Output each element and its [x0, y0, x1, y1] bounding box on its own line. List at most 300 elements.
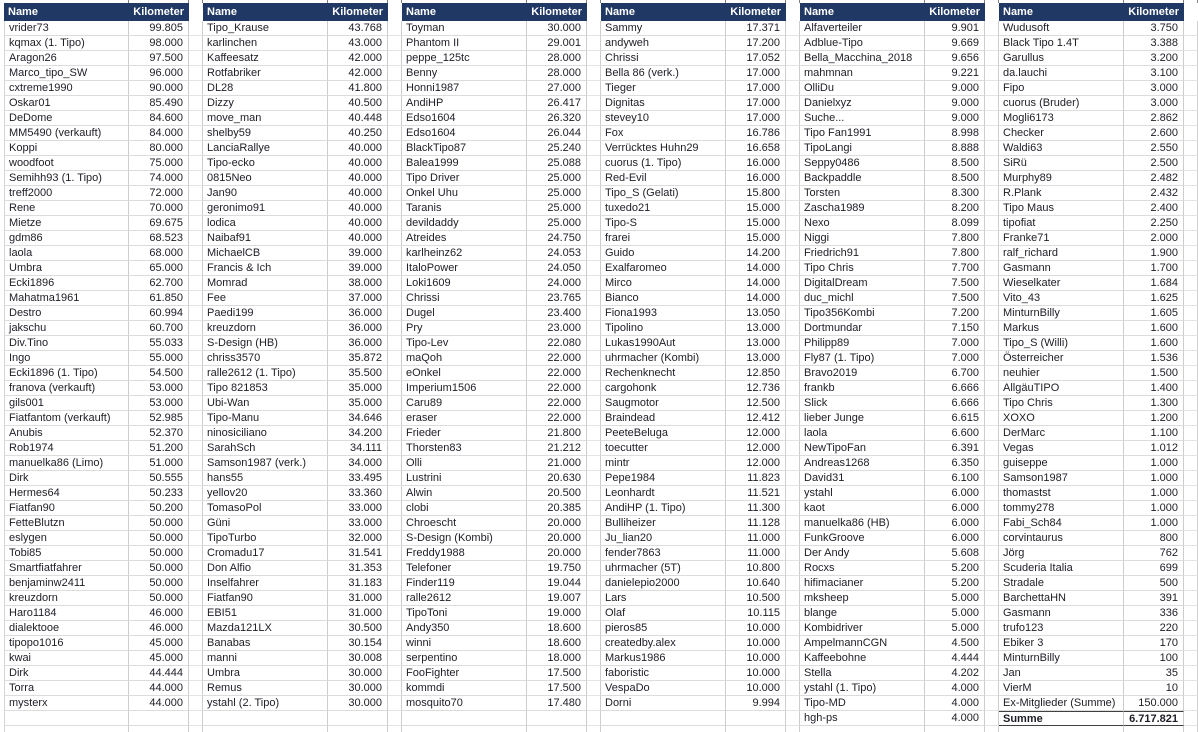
kilometer-cell[interactable]: 22.000 [527, 411, 587, 426]
name-cell[interactable]: ystahl (1. Tipo) [800, 681, 925, 696]
name-cell[interactable]: Cromadu17 [203, 546, 328, 561]
kilometer-cell[interactable]: 391 [1124, 591, 1184, 606]
name-cell[interactable]: Zascha1989 [800, 201, 925, 216]
name-cell[interactable]: Anubis [4, 426, 129, 441]
name-cell[interactable]: Guido [601, 246, 726, 261]
kilometer-cell[interactable]: 6.000 [925, 486, 985, 501]
name-cell[interactable]: toecutter [601, 441, 726, 456]
kilometer-cell[interactable]: 43.000 [328, 36, 388, 51]
kilometer-cell[interactable]: 9.000 [925, 96, 985, 111]
name-cell[interactable]: Taranis [402, 201, 527, 216]
name-cell[interactable]: Tipo 821853 [203, 381, 328, 396]
name-cell[interactable]: BarchettaHN [999, 591, 1124, 606]
kilometer-cell[interactable]: 2.862 [1124, 111, 1184, 126]
name-cell[interactable]: MM5490 (verkauft) [4, 126, 129, 141]
name-cell[interactable]: Mahatma1961 [4, 291, 129, 306]
kilometer-cell[interactable]: 24.053 [527, 246, 587, 261]
kilometer-cell[interactable]: 31.000 [328, 606, 388, 621]
name-cell[interactable]: Aragon26 [4, 51, 129, 66]
kilometer-cell[interactable]: 10.115 [726, 606, 786, 621]
name-cell[interactable]: Mazda121LX [203, 621, 328, 636]
kilometer-cell[interactable]: 53.000 [129, 396, 189, 411]
name-cell[interactable]: yellov20 [203, 486, 328, 501]
name-cell[interactable]: Onkel Uhu [402, 186, 527, 201]
kilometer-cell[interactable]: 4.444 [925, 651, 985, 666]
name-cell[interactable]: Black Tipo 1.4T [999, 36, 1124, 51]
kilometer-cell[interactable]: 50.000 [129, 531, 189, 546]
name-cell[interactable]: Sammy [601, 21, 726, 36]
kilometer-cell[interactable]: 11.300 [726, 501, 786, 516]
column-header-name[interactable]: Name [601, 3, 726, 21]
kilometer-cell[interactable]: 30.000 [328, 696, 388, 711]
name-cell[interactable]: Dortmundar [800, 321, 925, 336]
kilometer-cell[interactable]: 17.200 [726, 36, 786, 51]
kilometer-cell[interactable]: 34.000 [328, 456, 388, 471]
kilometer-cell[interactable] [726, 711, 786, 726]
kilometer-cell[interactable]: 43.768 [328, 21, 388, 36]
name-cell[interactable]: Mietze [4, 216, 129, 231]
kilometer-cell[interactable]: 10.000 [726, 681, 786, 696]
name-cell[interactable]: Loki1609 [402, 276, 527, 291]
kilometer-cell[interactable]: 15.800 [726, 186, 786, 201]
name-cell[interactable]: cargohonk [601, 381, 726, 396]
name-cell[interactable]: neuhier [999, 366, 1124, 381]
name-cell[interactable]: Bianco [601, 291, 726, 306]
kilometer-cell[interactable]: 800 [1124, 531, 1184, 546]
name-cell[interactable]: Braindead [601, 411, 726, 426]
kilometer-cell[interactable]: 12.850 [726, 366, 786, 381]
kilometer-cell[interactable]: 16.000 [726, 171, 786, 186]
kilometer-cell[interactable]: 31.000 [328, 591, 388, 606]
name-cell[interactable]: Kaffeesatz [203, 51, 328, 66]
kilometer-cell[interactable]: 21.212 [527, 441, 587, 456]
name-cell[interactable]: karlheinz62 [402, 246, 527, 261]
kilometer-cell[interactable]: 1.200 [1124, 411, 1184, 426]
name-cell[interactable]: Mogli6173 [999, 111, 1124, 126]
kilometer-cell[interactable]: 6.615 [925, 411, 985, 426]
kilometer-cell[interactable]: 33.360 [328, 486, 388, 501]
kilometer-cell[interactable]: 6.666 [925, 396, 985, 411]
kilometer-cell[interactable]: 336 [1124, 606, 1184, 621]
name-cell[interactable]: Stella [800, 666, 925, 681]
kilometer-cell[interactable]: 99.805 [129, 21, 189, 36]
name-cell[interactable]: kwai [4, 651, 129, 666]
kilometer-cell[interactable]: 7.200 [925, 306, 985, 321]
name-cell[interactable]: Tipo-Manu [203, 411, 328, 426]
kilometer-cell[interactable]: 28.000 [527, 66, 587, 81]
kilometer-cell[interactable]: 19.044 [527, 576, 587, 591]
kilometer-cell[interactable]: 40.000 [328, 201, 388, 216]
name-cell[interactable]: FunkGroove [800, 531, 925, 546]
kilometer-cell[interactable]: 34.200 [328, 426, 388, 441]
name-cell[interactable]: Torsten [800, 186, 925, 201]
kilometer-cell[interactable]: 8.888 [925, 141, 985, 156]
name-cell[interactable]: Telefoner [402, 561, 527, 576]
kilometer-cell[interactable]: 13.000 [726, 351, 786, 366]
column-header-kilometer[interactable]: Kilometer [129, 3, 189, 21]
kilometer-cell[interactable]: 15.000 [726, 201, 786, 216]
name-cell[interactable]: eraser [402, 411, 527, 426]
name-cell[interactable]: Kaffeebohne [800, 651, 925, 666]
kilometer-cell[interactable]: 32.000 [328, 531, 388, 546]
name-cell[interactable]: TipoTurbo [203, 531, 328, 546]
kilometer-cell[interactable]: 31.541 [328, 546, 388, 561]
name-cell[interactable]: Tipo Driver [402, 171, 527, 186]
kilometer-cell[interactable]: 4.000 [925, 681, 985, 696]
name-cell[interactable]: frarei [601, 231, 726, 246]
name-cell[interactable]: Bulliheizer [601, 516, 726, 531]
name-cell[interactable]: guiseppe [999, 456, 1124, 471]
name-cell[interactable]: hifimacianer [800, 576, 925, 591]
column-header-kilometer[interactable]: Kilometer [726, 3, 786, 21]
kilometer-cell[interactable]: 52.370 [129, 426, 189, 441]
name-cell[interactable]: mintr [601, 456, 726, 471]
kilometer-cell[interactable]: 31.353 [328, 561, 388, 576]
kilometer-cell[interactable]: 20.000 [527, 546, 587, 561]
name-cell[interactable]: lodica [203, 216, 328, 231]
name-cell[interactable]: Tipo-Lev [402, 336, 527, 351]
kilometer-cell[interactable]: 30.500 [328, 621, 388, 636]
kilometer-cell[interactable]: 84.000 [129, 126, 189, 141]
kilometer-cell[interactable] [129, 711, 189, 726]
name-cell[interactable]: Momrad [203, 276, 328, 291]
name-cell[interactable]: laola [4, 246, 129, 261]
name-cell[interactable]: AmpelmannCGN [800, 636, 925, 651]
kilometer-cell[interactable]: 13.050 [726, 306, 786, 321]
name-cell[interactable]: andyweh [601, 36, 726, 51]
kilometer-cell[interactable]: 6.100 [925, 471, 985, 486]
name-cell[interactable]: serpentino [402, 651, 527, 666]
column-header-kilometer[interactable]: Kilometer [925, 3, 985, 21]
name-cell[interactable]: tuxedo21 [601, 201, 726, 216]
kilometer-cell[interactable]: 3.200 [1124, 51, 1184, 66]
column-header-name[interactable]: Name [999, 3, 1124, 21]
kilometer-cell[interactable]: 6.000 [925, 516, 985, 531]
kilometer-cell[interactable]: 30.000 [328, 681, 388, 696]
name-cell[interactable]: Chroescht [402, 516, 527, 531]
kilometer-cell[interactable]: 60.994 [129, 306, 189, 321]
name-cell[interactable]: cxtreme1990 [4, 81, 129, 96]
kilometer-cell[interactable]: 90.000 [129, 81, 189, 96]
name-cell[interactable]: stevey10 [601, 111, 726, 126]
name-cell[interactable]: AndiHP [402, 96, 527, 111]
kilometer-cell[interactable]: 62.700 [129, 276, 189, 291]
name-cell[interactable]: 0815Neo [203, 171, 328, 186]
name-cell[interactable]: kaot [800, 501, 925, 516]
name-cell[interactable]: Waldi63 [999, 141, 1124, 156]
name-cell[interactable]: Olli [402, 456, 527, 471]
kilometer-cell[interactable]: 4.000 [925, 711, 985, 726]
kilometer-cell[interactable]: 12.000 [726, 456, 786, 471]
kilometer-cell[interactable]: 8.200 [925, 201, 985, 216]
kilometer-cell[interactable]: 19.750 [527, 561, 587, 576]
kilometer-cell[interactable]: 17.000 [726, 111, 786, 126]
kilometer-cell[interactable]: 1.000 [1124, 486, 1184, 501]
kilometer-cell[interactable]: 98.000 [129, 36, 189, 51]
name-cell[interactable]: ralle2612 (1. Tipo) [203, 366, 328, 381]
kilometer-cell[interactable]: 85.490 [129, 96, 189, 111]
kilometer-cell[interactable]: 7.150 [925, 321, 985, 336]
kilometer-cell[interactable]: 6.666 [925, 381, 985, 396]
kilometer-cell[interactable]: 1.300 [1124, 396, 1184, 411]
kilometer-cell[interactable]: 12.500 [726, 396, 786, 411]
name-cell[interactable]: Ubi-Wan [203, 396, 328, 411]
kilometer-cell[interactable]: 1.900 [1124, 246, 1184, 261]
name-cell[interactable]: ninosiciliano [203, 426, 328, 441]
kilometer-cell[interactable]: 36.000 [328, 306, 388, 321]
kilometer-cell[interactable]: 1.500 [1124, 366, 1184, 381]
name-cell[interactable]: faboristic [601, 666, 726, 681]
name-cell[interactable]: Torra [4, 681, 129, 696]
name-cell[interactable]: ralle2612 [402, 591, 527, 606]
name-cell[interactable]: Kombidriver [800, 621, 925, 636]
kilometer-cell[interactable]: 14.000 [726, 276, 786, 291]
kilometer-cell[interactable]: 1.000 [1124, 471, 1184, 486]
name-cell[interactable]: Bella 86 (verk.) [601, 66, 726, 81]
kilometer-cell[interactable]: 35.872 [328, 351, 388, 366]
name-cell[interactable]: fender7863 [601, 546, 726, 561]
kilometer-cell[interactable]: 25.000 [527, 216, 587, 231]
name-cell[interactable]: Stradale [999, 576, 1124, 591]
kilometer-cell[interactable]: 1.000 [1124, 516, 1184, 531]
kilometer-cell[interactable]: 33.000 [328, 501, 388, 516]
kilometer-cell[interactable]: 36.000 [328, 321, 388, 336]
name-cell[interactable]: Dirk [4, 666, 129, 681]
kilometer-cell[interactable]: 44.000 [129, 696, 189, 711]
kilometer-cell[interactable]: 40.000 [328, 186, 388, 201]
name-cell[interactable]: Fiona1993 [601, 306, 726, 321]
name-cell[interactable]: Semihh93 (1. Tipo) [4, 171, 129, 186]
name-cell[interactable]: woodfoot [4, 156, 129, 171]
kilometer-cell[interactable]: 7.000 [925, 351, 985, 366]
kilometer-cell[interactable]: 75.000 [129, 156, 189, 171]
kilometer-cell[interactable]: 8.998 [925, 126, 985, 141]
kilometer-cell[interactable]: 9.994 [726, 696, 786, 711]
kilometer-cell[interactable]: 36.000 [328, 336, 388, 351]
name-cell[interactable]: franova (verkauft) [4, 381, 129, 396]
kilometer-cell[interactable]: 4.000 [925, 696, 985, 711]
name-cell[interactable]: Umbra [4, 261, 129, 276]
name-cell[interactable]: hans55 [203, 471, 328, 486]
name-cell[interactable]: uhrmacher (5T) [601, 561, 726, 576]
name-cell[interactable]: DerMarc [999, 426, 1124, 441]
kilometer-cell[interactable]: 68.523 [129, 231, 189, 246]
name-cell[interactable]: XOXO [999, 411, 1124, 426]
kilometer-cell[interactable]: 10.000 [726, 636, 786, 651]
name-cell[interactable]: Gasmann [999, 261, 1124, 276]
name-cell[interactable]: manni [203, 651, 328, 666]
kilometer-cell[interactable]: 18.000 [527, 651, 587, 666]
kilometer-cell[interactable]: 220 [1124, 621, 1184, 636]
kilometer-cell[interactable]: 50.000 [129, 546, 189, 561]
name-cell[interactable]: kqmax (1. Tipo) [4, 36, 129, 51]
name-cell[interactable]: Thorsten83 [402, 441, 527, 456]
name-cell[interactable]: Finder119 [402, 576, 527, 591]
name-cell[interactable]: SarahSch [203, 441, 328, 456]
name-cell[interactable] [402, 711, 527, 726]
name-cell[interactable]: Saugmotor [601, 396, 726, 411]
kilometer-cell[interactable]: 3.750 [1124, 21, 1184, 36]
kilometer-cell[interactable]: 40.448 [328, 111, 388, 126]
name-cell[interactable]: tipofiat [999, 216, 1124, 231]
kilometer-cell[interactable]: 34.646 [328, 411, 388, 426]
kilometer-cell[interactable]: 3.000 [1124, 81, 1184, 96]
name-cell[interactable]: Red-Evil [601, 171, 726, 186]
kilometer-cell[interactable]: 19.007 [527, 591, 587, 606]
column-header-name[interactable]: Name [203, 3, 328, 21]
kilometer-cell[interactable]: 34.111 [328, 441, 388, 456]
name-cell[interactable]: MichaelCB [203, 246, 328, 261]
name-cell[interactable]: uhrmacher (Kombi) [601, 351, 726, 366]
kilometer-cell[interactable]: 40.000 [328, 231, 388, 246]
kilometer-cell[interactable]: 1.100 [1124, 426, 1184, 441]
name-cell[interactable]: Gasmann [999, 606, 1124, 621]
kilometer-cell[interactable]: 12.412 [726, 411, 786, 426]
name-cell[interactable]: peppe_125tc [402, 51, 527, 66]
kilometer-cell[interactable]: 50.200 [129, 501, 189, 516]
kilometer-cell[interactable]: 1.012 [1124, 441, 1184, 456]
name-cell[interactable]: Ecki1896 [4, 276, 129, 291]
name-cell[interactable]: Franke71 [999, 231, 1124, 246]
kilometer-cell[interactable]: 14.000 [726, 291, 786, 306]
kilometer-cell[interactable]: 500 [1124, 576, 1184, 591]
kilometer-cell[interactable]: 50.000 [129, 561, 189, 576]
name-cell[interactable]: Phantom II [402, 36, 527, 51]
kilometer-cell[interactable]: 96.000 [129, 66, 189, 81]
name-cell[interactable]: karlinchen [203, 36, 328, 51]
kilometer-cell[interactable]: 33.495 [328, 471, 388, 486]
name-cell[interactable]: Tobi85 [4, 546, 129, 561]
kilometer-cell[interactable]: 45.000 [129, 651, 189, 666]
kilometer-cell[interactable]: 25.088 [527, 156, 587, 171]
kilometer-cell[interactable]: 31.183 [328, 576, 388, 591]
kilometer-cell[interactable]: 26.417 [527, 96, 587, 111]
name-cell[interactable]: winni [402, 636, 527, 651]
name-cell[interactable]: Andy350 [402, 621, 527, 636]
kilometer-cell[interactable]: 37.000 [328, 291, 388, 306]
name-cell[interactable]: Edso1604 [402, 126, 527, 141]
name-cell[interactable]: tipopo1016 [4, 636, 129, 651]
kilometer-cell[interactable]: 5.000 [925, 606, 985, 621]
kilometer-cell[interactable]: 6.000 [925, 501, 985, 516]
kilometer-cell[interactable]: 699 [1124, 561, 1184, 576]
kilometer-cell[interactable]: 40.000 [328, 216, 388, 231]
name-cell[interactable]: Ecki1896 (1. Tipo) [4, 366, 129, 381]
name-cell[interactable] [4, 711, 129, 726]
kilometer-cell[interactable]: 69.675 [129, 216, 189, 231]
name-cell[interactable]: Ju_lian20 [601, 531, 726, 546]
kilometer-cell[interactable]: 1.700 [1124, 261, 1184, 276]
name-cell[interactable]: Österreicher [999, 351, 1124, 366]
kilometer-cell[interactable]: 17.371 [726, 21, 786, 36]
name-cell[interactable]: geronimo91 [203, 201, 328, 216]
name-cell[interactable]: maQoh [402, 351, 527, 366]
kilometer-cell[interactable]: 2.400 [1124, 201, 1184, 216]
column-header-name[interactable]: Name [4, 3, 129, 21]
kilometer-cell[interactable]: 17.000 [726, 81, 786, 96]
kilometer-cell[interactable]: 11.000 [726, 546, 786, 561]
name-cell[interactable]: eOnkel [402, 366, 527, 381]
name-cell[interactable]: Benny [402, 66, 527, 81]
name-cell[interactable]: Tipo_Krause [203, 21, 328, 36]
kilometer-cell[interactable]: 6.700 [925, 366, 985, 381]
name-cell[interactable]: Wudusoft [999, 21, 1124, 36]
column-header-name[interactable]: Name [402, 3, 527, 21]
kilometer-cell[interactable]: 24.000 [527, 276, 587, 291]
kilometer-cell[interactable]: 7.500 [925, 291, 985, 306]
name-cell[interactable]: manuelka86 (Limo) [4, 456, 129, 471]
kilometer-cell[interactable]: 12.000 [726, 426, 786, 441]
name-cell[interactable]: Seppy0486 [800, 156, 925, 171]
kilometer-cell[interactable]: 17.000 [726, 66, 786, 81]
name-cell[interactable]: blange [800, 606, 925, 621]
name-cell[interactable]: SiRü [999, 156, 1124, 171]
kilometer-cell[interactable]: 6.391 [925, 441, 985, 456]
kilometer-cell[interactable]: 22.000 [527, 381, 587, 396]
name-cell[interactable]: Tieger [601, 81, 726, 96]
name-cell[interactable]: Andreas1268 [800, 456, 925, 471]
kilometer-cell[interactable]: 44.444 [129, 666, 189, 681]
name-cell[interactable]: Toyman [402, 21, 527, 36]
kilometer-cell[interactable]: 35.500 [328, 366, 388, 381]
name-cell[interactable]: Verrücktes Huhn29 [601, 141, 726, 156]
kilometer-cell[interactable]: 39.000 [328, 261, 388, 276]
name-cell[interactable]: Ex-Mitglieder (Summe) [999, 696, 1124, 711]
kilometer-cell[interactable]: 22.080 [527, 336, 587, 351]
name-cell[interactable]: Dirk [4, 471, 129, 486]
kilometer-cell[interactable]: 762 [1124, 546, 1184, 561]
kilometer-cell[interactable]: 17.500 [527, 681, 587, 696]
kilometer-cell[interactable]: 1.400 [1124, 381, 1184, 396]
kilometer-cell[interactable]: 44.000 [129, 681, 189, 696]
kilometer-cell[interactable]: 38.000 [328, 276, 388, 291]
column-header-name[interactable]: Name [800, 3, 925, 21]
name-cell[interactable]: Adblue-Tipo [800, 36, 925, 51]
kilometer-cell[interactable]: 40.000 [328, 171, 388, 186]
name-cell[interactable]: Naibaf91 [203, 231, 328, 246]
kilometer-cell[interactable]: 53.000 [129, 381, 189, 396]
name-cell[interactable]: Garullus [999, 51, 1124, 66]
name-cell[interactable]: Dizzy [203, 96, 328, 111]
name-cell[interactable]: David31 [800, 471, 925, 486]
kilometer-cell[interactable]: 1.600 [1124, 321, 1184, 336]
name-cell[interactable]: OlliDu [800, 81, 925, 96]
name-cell[interactable]: Olaf [601, 606, 726, 621]
kilometer-cell[interactable]: 46.000 [129, 621, 189, 636]
kilometer-cell[interactable]: 20.385 [527, 501, 587, 516]
name-cell[interactable]: Oskar01 [4, 96, 129, 111]
name-cell[interactable]: EBI51 [203, 606, 328, 621]
name-cell[interactable]: vrider73 [4, 21, 129, 36]
kilometer-cell[interactable]: 23.400 [527, 306, 587, 321]
name-cell[interactable]: Chrissi [601, 51, 726, 66]
kilometer-cell[interactable]: 3.100 [1124, 66, 1184, 81]
kilometer-cell[interactable]: 97.500 [129, 51, 189, 66]
name-cell[interactable]: Wieselkater [999, 276, 1124, 291]
kilometer-cell[interactable]: 12.736 [726, 381, 786, 396]
kilometer-cell[interactable]: 1.000 [1124, 456, 1184, 471]
kilometer-cell[interactable]: 50.000 [129, 576, 189, 591]
kilometer-cell[interactable]: 3.388 [1124, 36, 1184, 51]
name-cell[interactable]: gils001 [4, 396, 129, 411]
name-cell[interactable]: Tipo-ecko [203, 156, 328, 171]
kilometer-cell[interactable]: 41.800 [328, 81, 388, 96]
kilometer-cell[interactable]: 2.482 [1124, 171, 1184, 186]
name-cell[interactable]: Danielxyz [800, 96, 925, 111]
kilometer-cell[interactable]: 26.044 [527, 126, 587, 141]
name-cell[interactable]: Umbra [203, 666, 328, 681]
kilometer-cell[interactable]: 7.000 [925, 336, 985, 351]
